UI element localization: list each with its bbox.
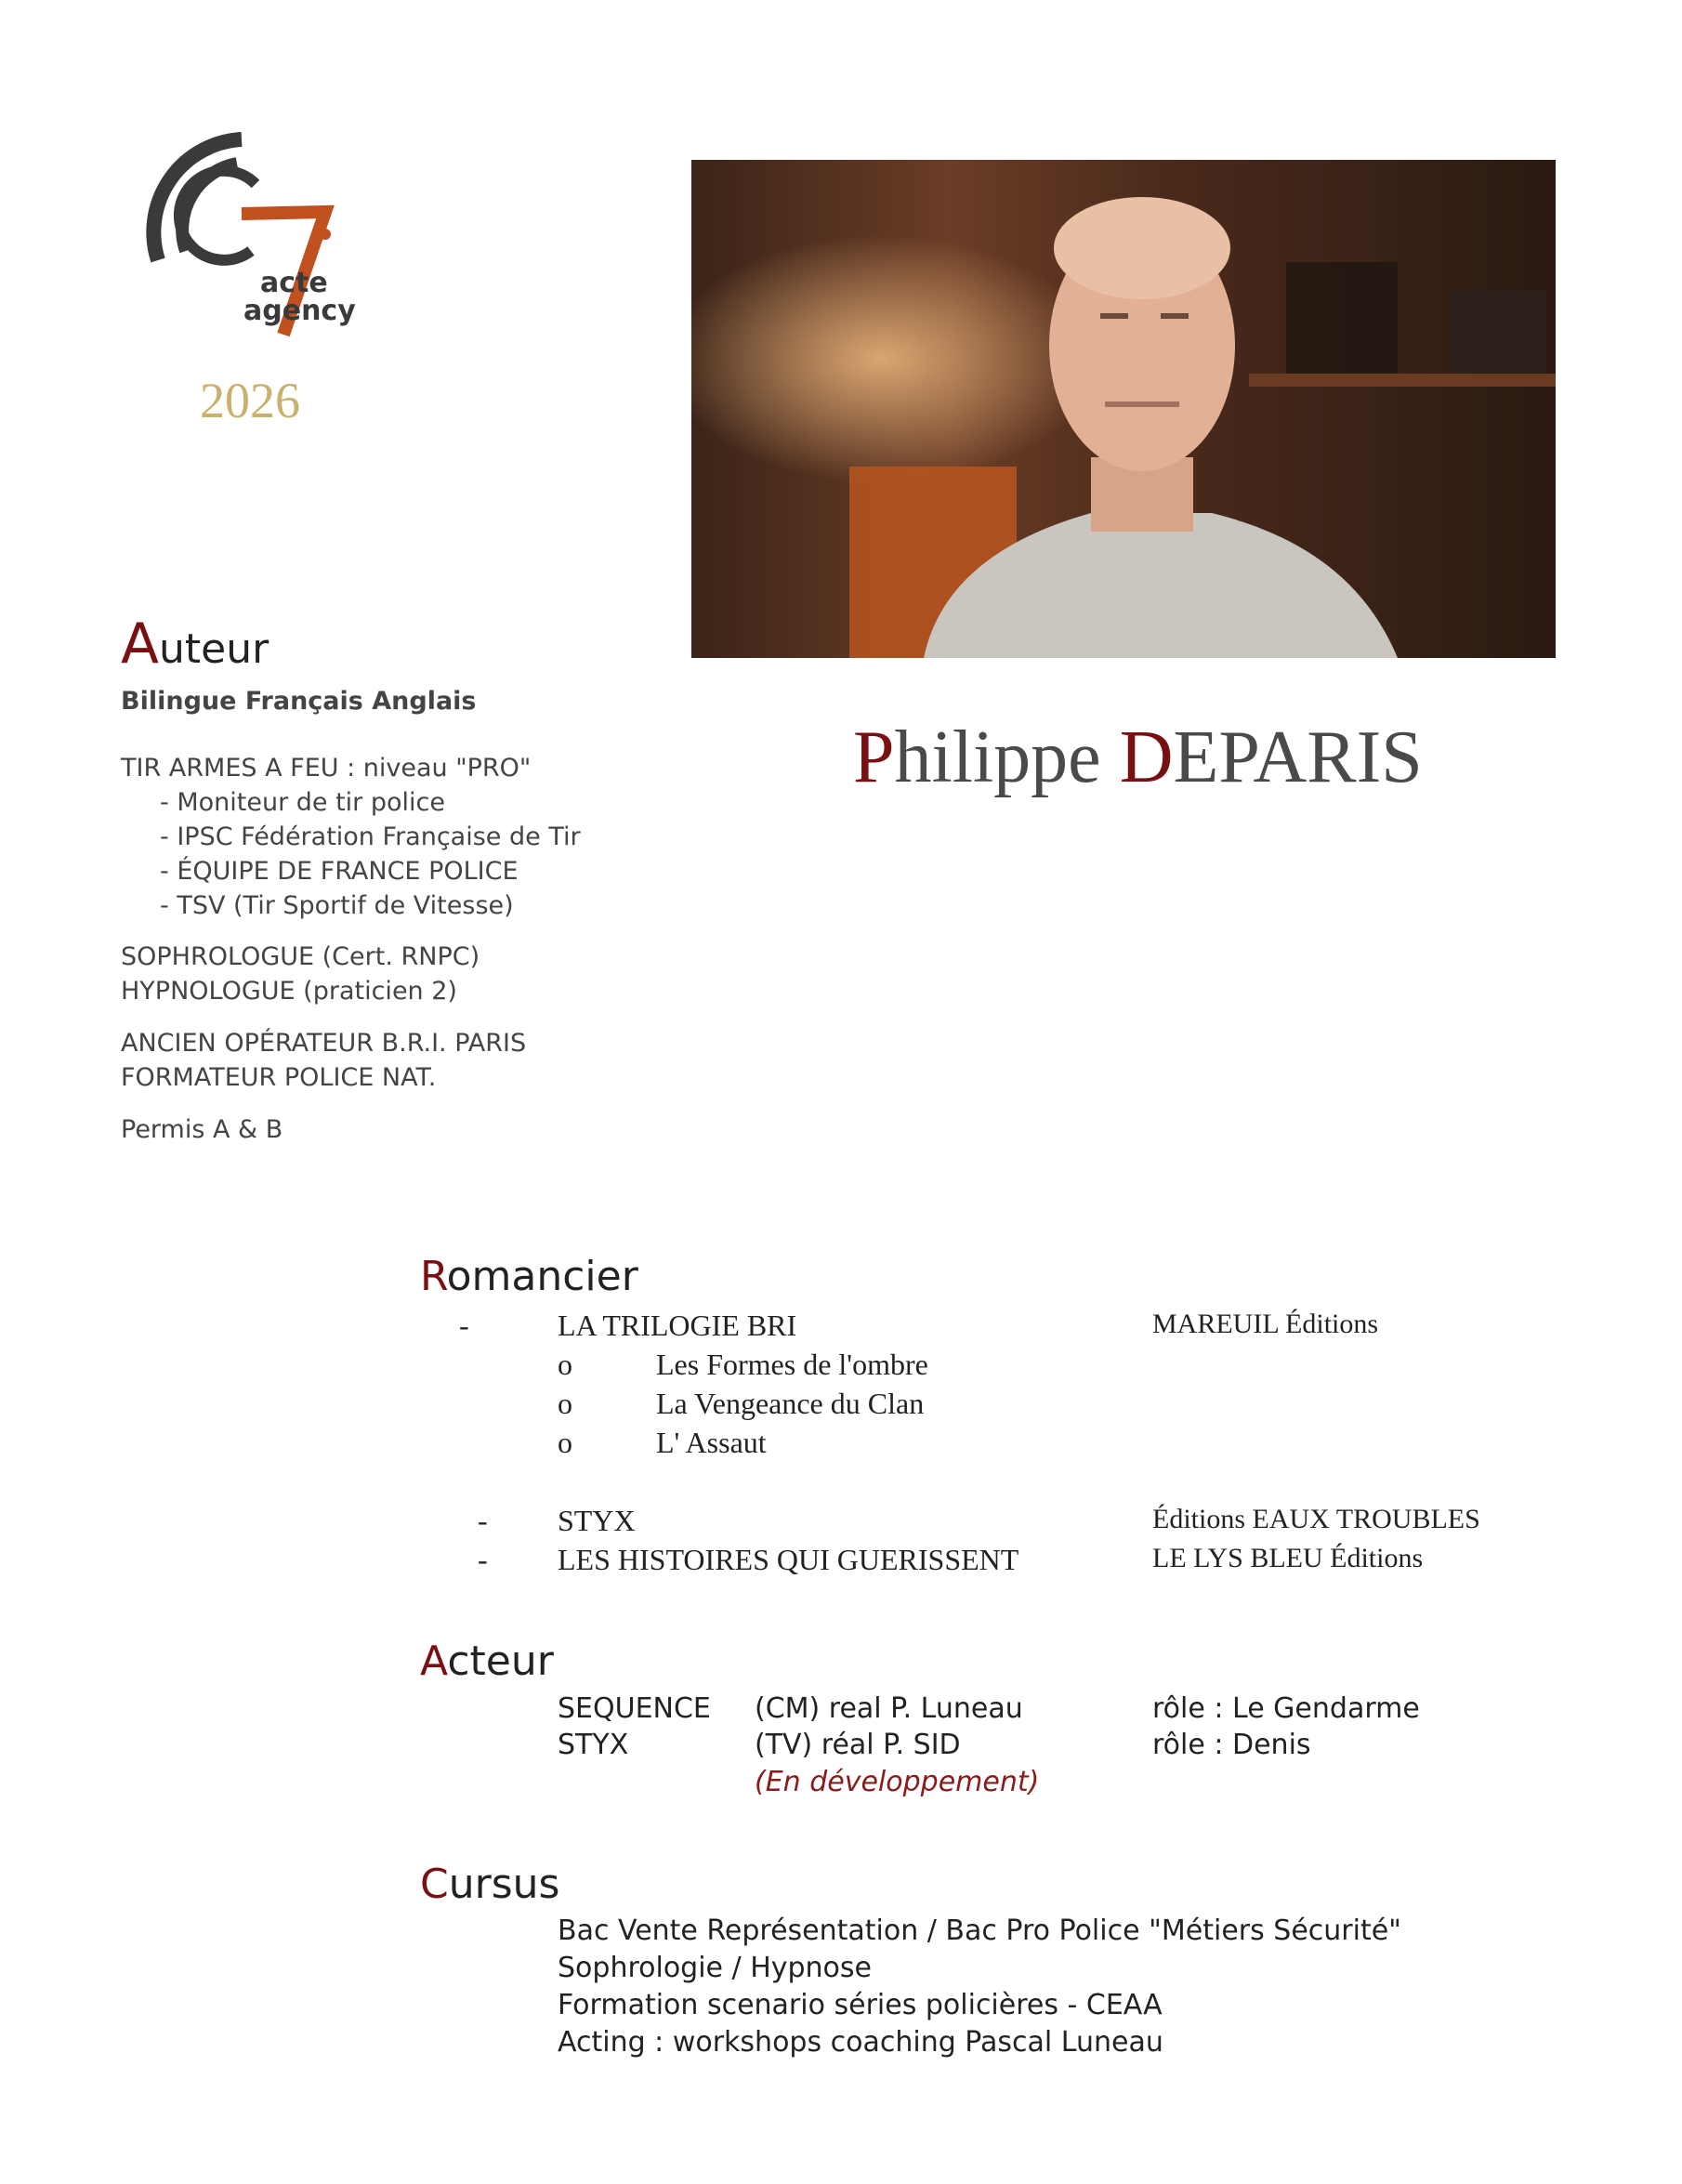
- title-initial: C: [420, 1861, 449, 1908]
- cert-item: SOPHROLOGUE (Cert. RNPC): [121, 942, 480, 971]
- logo-text-acte: acte: [260, 267, 328, 299]
- name-initial-first: P: [853, 717, 895, 798]
- logo-text-agency: agency: [243, 295, 356, 327]
- list-dash: -: [478, 1504, 488, 1537]
- shooting-item: - TSV (Tir Sportif de Vitesse): [160, 891, 514, 920]
- section-title-romancier: [420, 1253, 638, 1300]
- list-dash: -: [478, 1543, 488, 1576]
- year: 2026: [200, 373, 300, 428]
- role-info: (CM) real P. Luneau: [755, 1692, 1023, 1725]
- role-title: STYX: [558, 1729, 629, 1761]
- list-bullet: o: [558, 1348, 572, 1381]
- cursus-item: Sophrologie / Hypnose: [558, 1952, 872, 1984]
- title-initial: A: [121, 612, 160, 677]
- shooting-title: TIR ARMES A FEU : niveau "PRO": [121, 754, 532, 783]
- agency-logo: [139, 130, 372, 344]
- cursus-item: Acting : workshops coaching Pascal Luneau: [558, 2026, 1163, 2059]
- role-title: SEQUENCE: [558, 1692, 711, 1725]
- shooting-item: - ÉQUIPE DE FRANCE POLICE: [160, 857, 519, 886]
- name-initial-last: D: [1119, 717, 1174, 798]
- name-last-rest: EPARIS: [1173, 717, 1423, 798]
- portrait-photo: [691, 160, 1556, 658]
- career-item: FORMATEUR POLICE NAT.: [121, 1063, 437, 1092]
- cert-item: HYPNOLOGUE (praticien 2): [121, 977, 457, 1006]
- section-title-auteur: [121, 612, 269, 677]
- shooting-item: - Moniteur de tir police: [160, 788, 445, 817]
- title-initial: R: [420, 1253, 447, 1300]
- languages: Bilingue Français Anglais: [121, 687, 477, 716]
- book-title: STYX: [558, 1504, 636, 1537]
- development-note: (En développement): [755, 1766, 1040, 1798]
- role-character: rôle : Le Gendarme: [1152, 1692, 1420, 1725]
- portrait-image: [691, 160, 1556, 658]
- book-title: LA TRILOGIE BRI: [558, 1309, 797, 1342]
- list-dash: -: [459, 1309, 469, 1342]
- role-character: rôle : Denis: [1152, 1729, 1311, 1761]
- cursus-item: Bac Vente Représentation / Bac Pro Police "Métiers Sécurité": [558, 1914, 1401, 1947]
- name-first-rest: hilippe: [894, 717, 1120, 798]
- license: Permis A & B: [121, 1115, 283, 1144]
- book-title: LES HISTOIRES QUI GUERISSENT: [558, 1543, 1019, 1576]
- section-title-acteur: [420, 1638, 554, 1685]
- section-title-cursus: [420, 1861, 559, 1908]
- book-publisher: Éditions EAUX TROUBLES: [1152, 1504, 1480, 1534]
- book-subtitle: L' Assaut: [656, 1426, 767, 1459]
- book-publisher: MAREUIL Éditions: [1152, 1309, 1379, 1339]
- person-name: [853, 716, 1423, 800]
- title-initial: A: [420, 1638, 448, 1685]
- title-rest: ursus: [448, 1861, 560, 1908]
- cursus-item: Formation scenario séries policières - CEAA: [558, 1989, 1163, 2021]
- book-subtitle: Les Formes de l'ombre: [656, 1348, 928, 1381]
- shooting-item: - IPSC Fédération Française de Tir: [160, 822, 581, 851]
- title-rest: omancier: [446, 1253, 638, 1300]
- title-rest: uteur: [159, 625, 269, 673]
- list-bullet: o: [558, 1426, 572, 1459]
- list-bullet: o: [558, 1387, 572, 1420]
- role-info: (TV) réal P. SID: [755, 1729, 961, 1761]
- book-publisher: LE LYS BLEU Éditions: [1152, 1543, 1424, 1573]
- title-rest: cteur: [447, 1638, 554, 1685]
- career-item: ANCIEN OPÉRATEUR B.R.I. PARIS: [121, 1029, 527, 1058]
- book-subtitle: La Vengeance du Clan: [656, 1387, 925, 1420]
